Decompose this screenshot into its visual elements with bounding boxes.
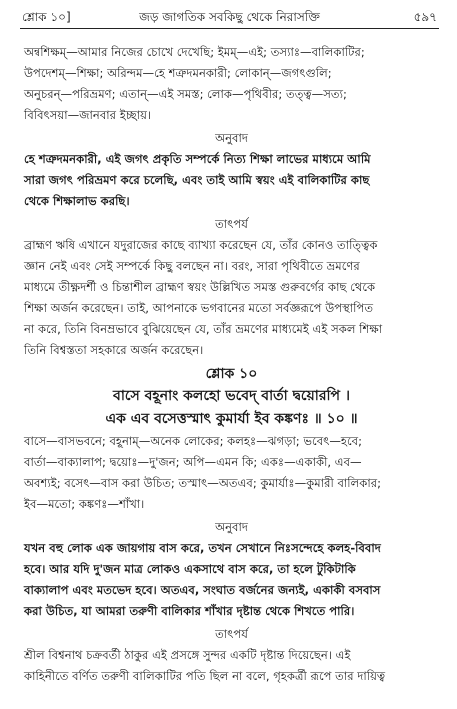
purport-line: শ্রীল বিশ্বনাথ চক্রবর্তী ঠাকুর এই প্রসঙ্গে সুন্দর একটি দৃষ্টান্ত দিয়েছেন। এই: [24, 648, 351, 662]
synonym-line: অন্বশিক্ষম্—আমার নিজের চোখে দেখেছি; ইমম্—এই; তস্যাঃ—বালিকাটির;: [24, 45, 365, 59]
translation-line: বাক্যালাপ এবং মতভেদ হবে। অতএব, সংঘাত বর্জনের জন্যই, একাকী বসবাস: [24, 583, 381, 597]
synonym-line: উপদেশম্—শিক্ষা; অরিন্দম—হে শত্রুদমনকারী; লোকান্—জগৎগুলি;: [24, 66, 332, 80]
synonym-line: বাসে—বাসভবনে; বহূনাম্—অনেক লোকের; কলহঃ—ঝগড়া; ভবেৎ—হবে;: [24, 434, 363, 448]
page-content: [24, 42, 439, 687]
translation-line: হে শত্রুদমনকারী, এই জগৎ প্রকৃতি সম্পর্কে নিত্য শিক্ষা লাভের মাধ্যমে আমি: [24, 152, 371, 166]
prev-purport: [24, 235, 439, 361]
header-verse-ref: শ্লোক ১০]: [22, 10, 71, 24]
translation-line: করা উচিত, যা আমরা তরুণী বালিকার শাঁখার দৃষ্টান্ত থেকে শিখতে পারি।: [24, 604, 355, 618]
verse-number: শ্লোক ১০: [205, 366, 258, 382]
header-chapter-title: জড় জাগতিক সবকিছু থেকে নিরাসক্তি: [139, 10, 320, 24]
synonym-line: অবশ্যই; বসেৎ—বাস করা উচিত; তস্মাৎ—অতএব; কুমার্যাঃ—কুমারী বালিকার;: [24, 476, 381, 490]
synonym-line: বিবিৎসয়া—জানবার ইচ্ছায়।: [24, 108, 152, 122]
translation-line: হবে। আর যদি দু'জন মাত্র লোকও একসাথে বাস করে, তা হলে টুকিটাকি: [24, 562, 356, 576]
translation: [24, 538, 439, 622]
purport-line: ব্রাহ্মণ ঋষি এখানে যদুরাজের কাছে ব্যাখ্যা করেছেন যে, তাঁর কোনও তাত্ত্বিক: [24, 238, 378, 252]
purport-line: তিনি বিশ্বস্ততা সহকারে অর্জন করেছেন।: [24, 343, 204, 357]
purport: [24, 645, 439, 687]
synonym-line: বার্তা—বাক্যালাপ; দ্বয়োঃ—দু'জন; অপি—এমন কি; একঃ—একাকী, এব—: [24, 455, 362, 469]
synonym-line: ইব—মতো; কঙ্কণঃ—শাঁখা।: [24, 497, 145, 511]
translation-line: সারা জগৎ পরিভ্রমণ করে চলেছি, এবং তাই আমি স্বয়ং এই বালিকাটির কাছ: [24, 173, 370, 187]
verse-text: [24, 385, 439, 431]
prev-synonyms: [24, 42, 439, 126]
purport-line: মাধ্যমে তীক্ষ্ণদর্শী ও চিন্তাশীল ব্রাহ্মণ স্বয়ং উল্লিখিত সমস্ত গুরুবর্গের কাছ থেকে: [24, 280, 376, 294]
running-header: [20, 6, 439, 29]
verse-line: এক এব বসেত্তস্মাৎ কুমার্যা ইব কঙ্কণঃ ॥ ১০ ॥: [105, 411, 358, 427]
translation-heading: অনুবাদ: [215, 520, 248, 534]
page-number: ৫৯৭: [413, 10, 437, 24]
translation-line: থেকে শিক্ষালাভ করছি।: [24, 194, 130, 208]
prev-purport-heading: তাৎপর্য: [215, 217, 248, 231]
synonyms: [24, 431, 439, 515]
prev-translation-heading: অনুবাদ: [215, 131, 248, 145]
synonym-line: অনুচরন্—পরিভ্রমণ; এতান্—এই সমস্ত; লোক—পৃথিবীর; তত্ত্ব—সত্য;: [24, 87, 347, 101]
purport-line: না করে, তিনি বিনম্রভাবে বুঝিয়েছেন যে, তাঁর ভ্রমণের মাধ্যমেই এই সকল শিক্ষা: [24, 322, 383, 336]
verse-line: বাসে বহূনাং কলহো ভবেদ্ বার্তা দ্বয়োরপি ।: [113, 388, 350, 404]
purport-line: কাহিনীতে বর্ণিত তরুণী বালিকাটির পতি ছিল না বলে, গৃহকর্ত্রী রূপে তার দায়িত্ব: [24, 669, 386, 683]
purport-heading: তাৎপর্য: [215, 627, 248, 641]
purport-line: শিক্ষা অর্জন করেছেন। তাই, আপনাকে ভগবানের মতো সর্বজ্ঞরূপে উপস্থাপিত: [24, 301, 374, 315]
prev-translation: [24, 149, 439, 212]
translation-line: যখন বহু লোক এক জায়গায় বাস করে, তখন সেখানে নিঃসন্দেহে কলহ-বিবাদ: [24, 541, 381, 555]
purport-line: জ্ঞান নেই এবং সেই সম্পর্কে কিছু বলছেন না। বরং, সারা পৃথিবীতে ভ্রমণের: [24, 259, 360, 273]
